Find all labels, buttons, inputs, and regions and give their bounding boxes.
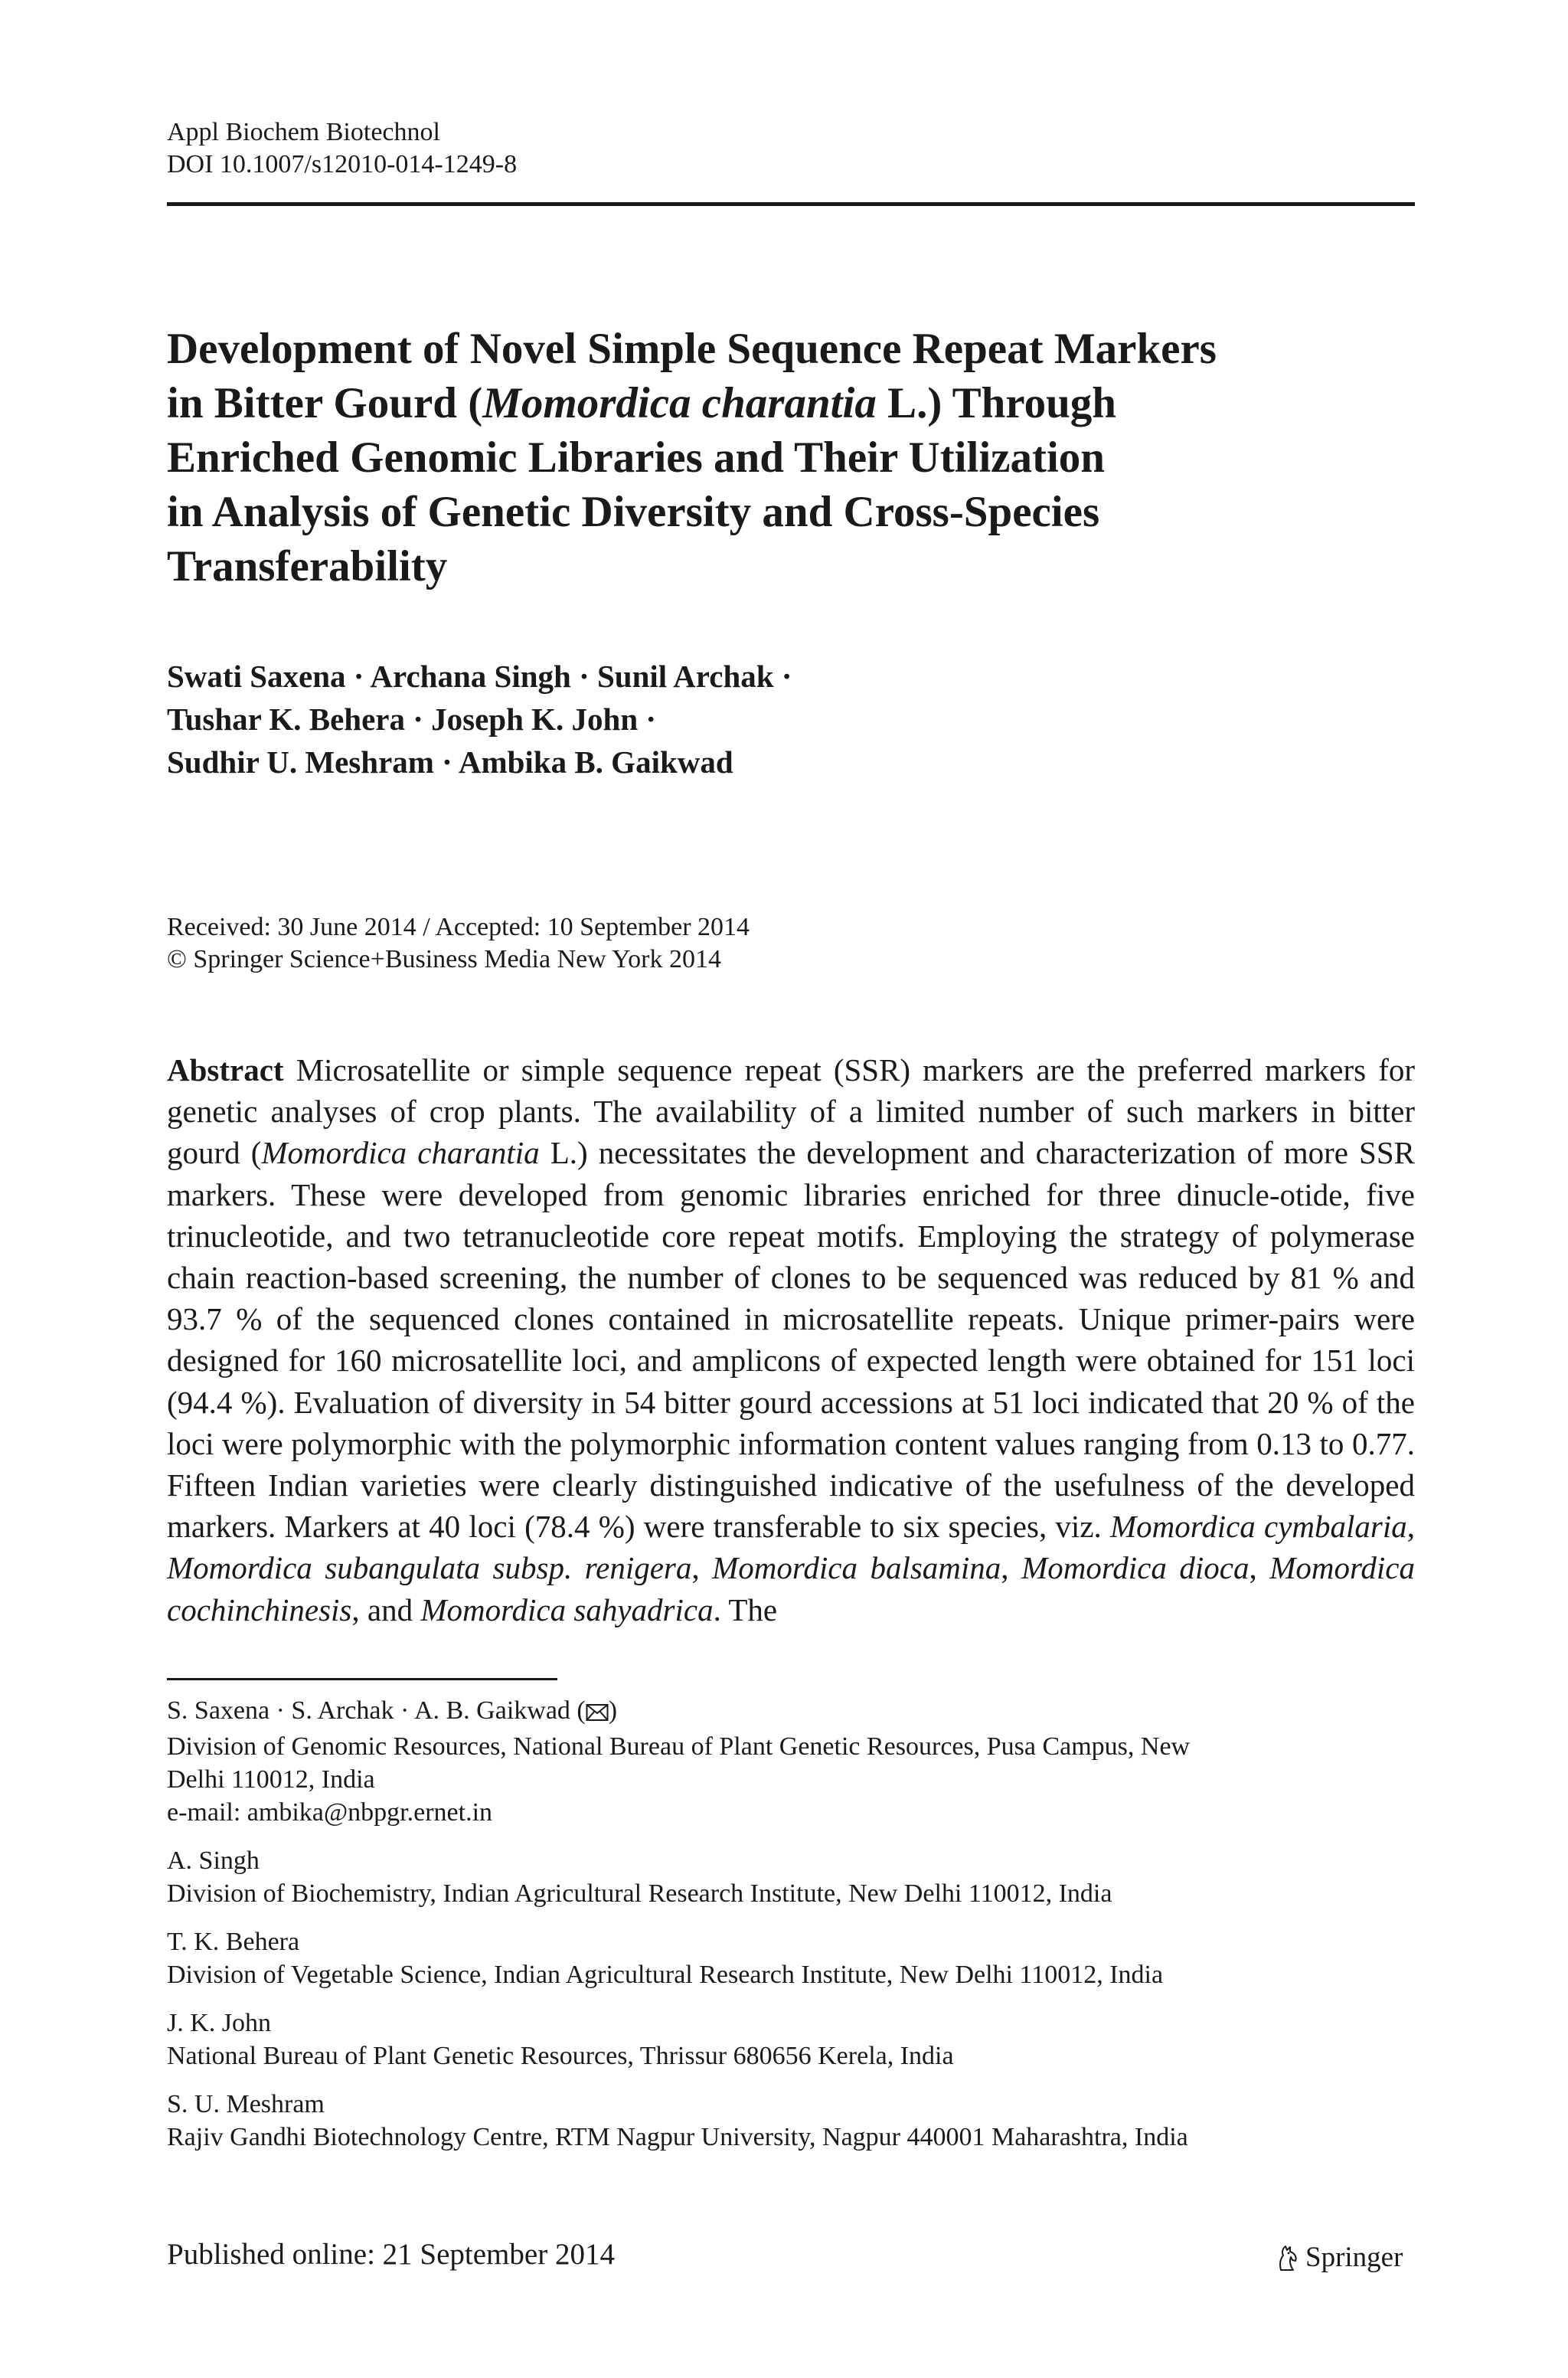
species-name: Momordica subangulata subsp. renigera: [167, 1550, 692, 1586]
affiliation: [167, 1844, 1415, 1910]
species-name: Momordica cochinchinesis: [167, 1550, 1416, 1627]
title-line-4: in Analysis of Genetic Diversity and Cross-Species: [167, 488, 1100, 536]
abstract-text: ,: [691, 1550, 713, 1586]
doi[interactable]: DOI 10.1007/s12010-014-1249-8: [167, 150, 518, 178]
affiliation-names: A. Singh: [167, 1846, 260, 1875]
affiliation-dept: National Bureau of Plant Genetic Resources, Thrissur 680656 Kerela, India: [167, 2042, 954, 2070]
abstract-text: , and: [351, 1591, 421, 1627]
affiliation-dept: Rajiv Gandhi Biotechnology Centre, RTM Nagpur University, Nagpur 440001 Maharashtra, India: [167, 2123, 1188, 2151]
title-species: Momordica charantia: [482, 379, 877, 427]
abstract-text: ,: [1001, 1550, 1022, 1586]
affiliation-names: J. K. John: [167, 2009, 272, 2037]
affiliation: [167, 2007, 1415, 2072]
title-text: L.) Through: [876, 379, 1116, 427]
publisher-logo: [1275, 2239, 1403, 2276]
affiliation: [167, 2088, 1415, 2154]
affiliation-names: [167, 1694, 1415, 1730]
abstract-text: L.) necessitates the development and characterization of more SSR markers. These were developed from genomic libraries enriched for three dinucle-otide, five trinucleotide, and two tetranucleotide core repeat motifs. Employing the strategy of polymerase chain reaction-based screening, the number of clones to be sequenced was reduced by 81 % and 93.7 % of the sequenced clones contained in microsatellite repeats. Unique primer-pairs were designed for 160 microsatellite loci, and amplicons of expected length were obtained for 151 loci (94.4 %). Evaluation of diversity in 54 bitter gourd accessions at 51 loci indicated that 20 % of the loci were polymorphic with the polymorphic information content values ranging from 0.13 to 0.77. Fifteen Indian varieties were clearly distinguished indicative of the usefulness of the developed markers. Markers at 40 loci (78.4 %) were transferable to six species, viz.: [167, 1135, 1415, 1545]
journal-header: [167, 116, 517, 181]
abstract-text: . The: [713, 1591, 778, 1627]
publisher-name: Springer: [1305, 2242, 1403, 2273]
species-name: Momordica charantia: [261, 1135, 540, 1171]
email-link[interactable]: e-mail: ambika@nbpgr.ernet.in: [167, 1798, 493, 1827]
copyright: © Springer Science+Business Media New York 2014: [167, 945, 721, 973]
published-online: Published online: 21 September 2014: [167, 2238, 615, 2271]
affiliations: [167, 1694, 1415, 2169]
affiliation-names: S. U. Meshram: [167, 2090, 325, 2118]
species-name: Momordica cymbalaria: [1110, 1509, 1407, 1545]
authors-line-1: Swati Saxena · Archana Singh · Sunil Archak ·: [167, 659, 792, 694]
article-title: [167, 322, 1415, 594]
abstract-text: ,: [1249, 1550, 1270, 1586]
affiliation: [167, 1925, 1415, 1991]
affiliation-names: T. K. Behera: [167, 1928, 300, 1956]
affiliation: [167, 1694, 1415, 1829]
species-name: Momordica dioca: [1021, 1550, 1250, 1586]
affiliation-dept: Division of Genomic Resources, National Bureau of Plant Genetic Resources, Pusa Campus, New: [167, 1732, 1191, 1761]
received-accepted: Received: 30 June 2014 / Accepted: 10 September 2014: [167, 913, 750, 941]
title-line-2: [167, 376, 1415, 430]
title-line-1: Development of Novel Simple Sequence Repeat Markers: [167, 325, 1217, 373]
authors-line-2: Tushar K. Behera · Joseph K. John ·: [167, 702, 657, 737]
abstract: [167, 1049, 1415, 1631]
abstract-text: Microsatellite or simple sequence repeat (SSR) markers are the preferred markers for genetic analyses of crop plants. The availability of a limited number of such markers in bitter gourd (: [167, 1052, 1415, 1171]
species-name: Momordica balsamina: [712, 1550, 1001, 1586]
authors-line-3: Sudhir U. Meshram · Ambika B. Gaikwad: [167, 744, 733, 780]
affiliation-names-text: S. Saxena · S. Archak · A. B. Gaikwad (: [167, 1696, 586, 1725]
mail-icon[interactable]: [586, 1697, 609, 1730]
title-text: in Bitter Gourd (: [167, 379, 483, 427]
affiliation-dept: Delhi 110012, India: [167, 1765, 375, 1794]
title-line-5: Transferability: [167, 542, 448, 590]
abstract-label: Abstract: [167, 1052, 284, 1088]
abstract-text: ,: [1406, 1509, 1416, 1545]
header-rule: [167, 202, 1415, 206]
article-dates: [167, 911, 1415, 976]
journal-name: Appl Biochem Biotechnol: [167, 118, 440, 146]
species-name: Momordica sahyadrica: [420, 1591, 714, 1627]
author-list: [167, 655, 1415, 783]
affiliation-names-text: ): [608, 1696, 618, 1725]
title-line-3: Enriched Genomic Libraries and Their Utilization: [167, 433, 1105, 482]
springer-horse-icon: [1275, 2244, 1301, 2272]
affiliation-dept: Division of Vegetable Science, Indian Agricultural Research Institute, New Delhi 110012, India: [167, 1961, 1164, 1989]
footnote-rule: [167, 1678, 557, 1680]
affiliation-dept: Division of Biochemistry, Indian Agricultural Research Institute, New Delhi 110012, India: [167, 1879, 1112, 1908]
